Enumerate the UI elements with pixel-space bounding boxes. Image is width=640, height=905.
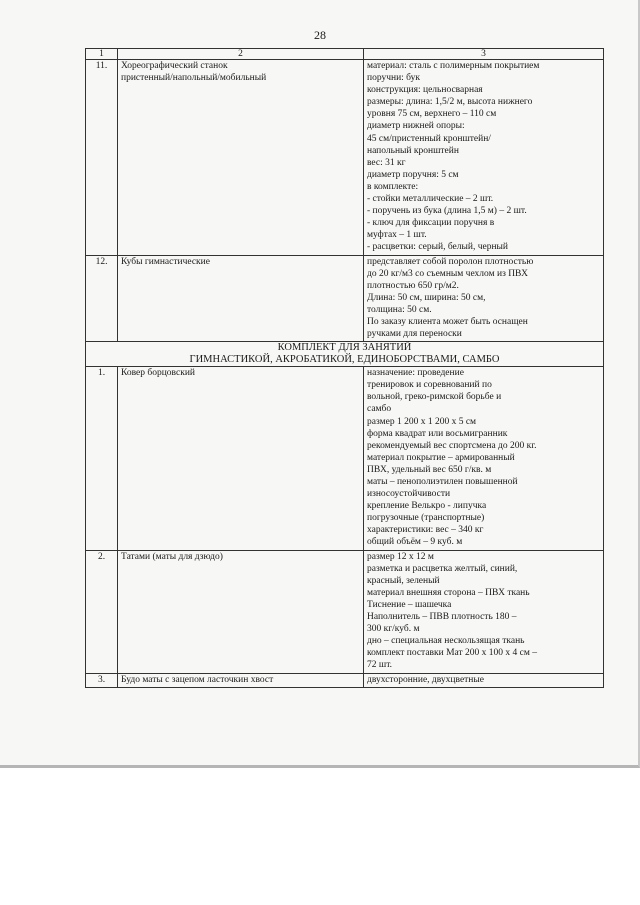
cell-text-line: размер 1 200 х 1 200 х 5 см (367, 416, 477, 427)
cell-text-line: Наполнитель – ПВВ плотность 180 – (367, 612, 517, 623)
cell-text-line: муфтах – 1 шт. (367, 230, 427, 241)
cell-text-line: общий объём – 9 куб. м (367, 537, 463, 548)
specification-table (85, 48, 604, 688)
cell-text-line: износоустойчивости (367, 489, 451, 500)
cell-text-line: - ключ для фиксации поручня в (367, 218, 495, 229)
cell-text-line: уровня 75 см, верхнего – 110 см (367, 109, 497, 120)
cell-text-line: ПВХ, удельный вес 650 г/кв. м (367, 464, 492, 475)
cell-text-line: ГИМНАСТИКОЙ, АКРОБАТИКОЙ, ЕДИНОБОРСТВАМИ, САМБО (189, 353, 500, 365)
cell-text-line: 45 см/пристенный кронштейн/ (367, 133, 491, 144)
table-row (86, 673, 604, 687)
cell-text-line: Татами (маты для дзюдо) (121, 551, 223, 562)
table-row (86, 550, 604, 673)
item-name (118, 60, 364, 256)
cell-text-line: представляет собой поролон плотностью (367, 256, 534, 267)
cell-text-line: Ковер борцовский (121, 368, 195, 379)
cell-text-line: в комплекте: (367, 181, 419, 192)
cell-text-line: - расцветки: серый, белый, черный (367, 242, 509, 253)
cell-text-line: разметка и расцветка желтый, синий, (367, 563, 518, 574)
cell-text-line: По заказу клиента может быть оснащен (367, 316, 528, 327)
item-description (364, 550, 604, 673)
cell-text-line: ручками для переноски (367, 329, 462, 340)
cell-text-line: рекомендуемый вес спортсмена до 200 кг. (367, 440, 537, 451)
item-description (364, 367, 604, 550)
item-number: 2. (86, 550, 118, 673)
section-row (86, 342, 604, 367)
cell-text-line: 300 кг/куб. м (367, 624, 420, 635)
cell-text-line: КОМПЛЕКТ ДЛЯ ЗАНЯТИЙ (277, 342, 412, 354)
cell-text-line: крепление Велькро - липучка (367, 501, 487, 512)
cell-text-line: маты – пенополиэтилен повышенной (367, 477, 518, 487)
cell-text-line: дно – специальная нескользящая ткань (367, 636, 525, 647)
cell-text-line: размер 12 х 12 м (367, 551, 434, 562)
cell-text-line: - стойки металлические – 2 шт. (367, 194, 494, 205)
cell-text-line: 72 шт. (367, 660, 393, 671)
cell-text-line: Тиснение – шашечка (367, 599, 452, 610)
cell-text-line: самбо (367, 404, 392, 415)
header-cell: 2 (118, 49, 364, 60)
cell-text-line: погрузочные (транспортные) (367, 513, 485, 524)
item-description (364, 60, 604, 256)
cell-text-line: размеры: длина: 1,5/2 м, высота нижнего (367, 97, 533, 108)
item-name (118, 367, 364, 550)
item-number: 12. (86, 255, 118, 342)
table-header-row (86, 49, 604, 60)
cell-text-line: материал внешняя сторона – ПВХ ткань (367, 587, 530, 598)
cell-text-line: поручни: бук (367, 73, 421, 84)
cell-text-line: плотностью 650 гр/м2. (367, 280, 459, 291)
cell-text-line: двухсторонние, двухцветные (367, 674, 484, 685)
cell-text-line: диаметр поручня: 5 см (367, 169, 459, 180)
cell-text-line: вес: 31 кг (367, 157, 406, 168)
header-cell: 1 (86, 49, 118, 60)
item-number: 11. (86, 60, 118, 256)
cell-text-line: тренировок и соревнований по (367, 380, 492, 391)
item-name (118, 550, 364, 673)
item-number: 1. (86, 367, 118, 550)
cell-text-line: до 20 кг/м3 со съемным чехлом из ПВХ (367, 268, 529, 279)
cell-text-line: назначение: проведение (367, 368, 464, 379)
header-cell: 3 (364, 49, 604, 60)
cell-text-line: напольный кронштейн (367, 145, 459, 156)
item-description (364, 673, 604, 687)
table-row (86, 60, 604, 256)
item-description (364, 255, 604, 342)
cell-text-line: характеристики: вес – 340 кг (367, 525, 484, 536)
cell-text-line: конструкция: цельносварная (367, 85, 483, 96)
cell-text-line: форма квадрат или восьмигранник (367, 428, 508, 439)
cell-text-line: комплект поставки Мат 200 х 100 х 4 см – (367, 648, 538, 659)
cell-text-line: вольной, греко-римской борьбе и (367, 392, 502, 403)
cell-text-line: материал покрытие – армированный (367, 452, 515, 463)
item-name (118, 255, 364, 342)
table-row (86, 367, 604, 550)
cell-text-line: Будо маты с зацепом ласточкин хвост (121, 674, 274, 685)
cell-text-line: Хореографический станок (121, 61, 228, 71)
item-name (118, 673, 364, 687)
cell-text-line: диаметр нижней опоры: (367, 121, 465, 132)
table-row (86, 255, 604, 342)
cell-text-line: пристенный/напольный/мобильный (121, 73, 267, 84)
cell-text-line: материал: сталь с полимерным покрытием (367, 61, 540, 71)
page-number: 28 (314, 28, 326, 42)
section-title (86, 342, 604, 367)
cell-text-line: - поручень из бука (длина 1,5 м) – 2 шт. (367, 206, 527, 217)
cell-text-line: красный, зеленый (367, 575, 440, 586)
cell-text-line: Кубы гимнастические (121, 256, 210, 267)
cell-text-line: Длина: 50 см, ширина: 50 см, (367, 292, 486, 303)
item-number: 3. (86, 673, 118, 687)
cell-text-line: толщина: 50 см. (367, 304, 432, 315)
